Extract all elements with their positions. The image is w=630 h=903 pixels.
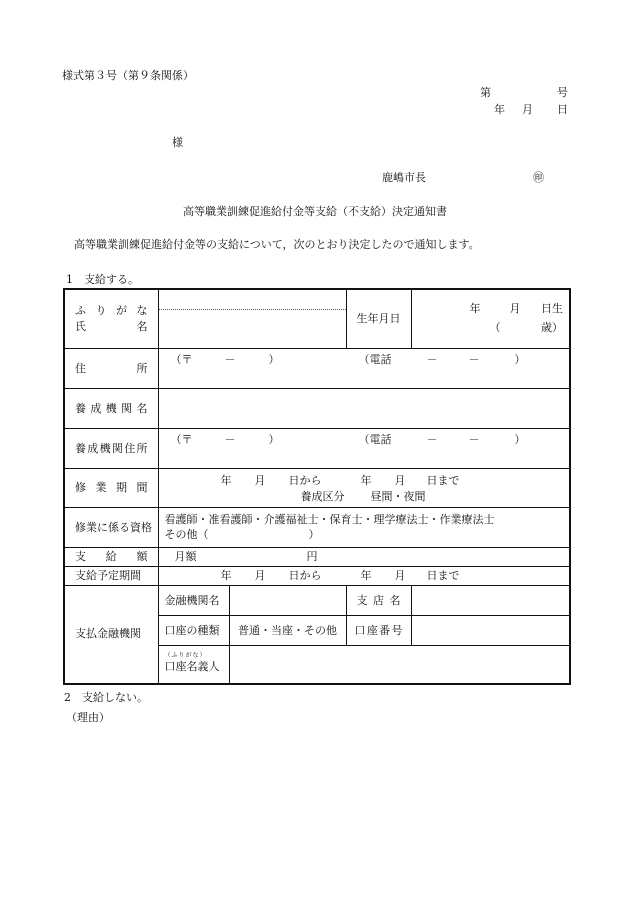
institution-name-field[interactable]: [158, 389, 570, 429]
reason-label: （理由）: [66, 711, 110, 724]
number-suffix: 号: [557, 86, 568, 99]
row-schedule: [64, 567, 570, 586]
age-open: （: [489, 321, 501, 334]
issue-month: 月: [522, 103, 533, 116]
bank-name-field[interactable]: [229, 586, 346, 616]
branch-field[interactable]: [411, 586, 570, 616]
account-number-label: 口 座 番 号: [346, 616, 411, 646]
addressee-suffix: 様: [172, 136, 183, 149]
institution-address-label-char: 養: [75, 441, 86, 455]
account-type-label: 口座の種類: [158, 616, 229, 646]
institution-address-label-char: 成: [87, 441, 99, 455]
qualification-other-close: ）: [308, 528, 320, 542]
qualification-label: 修業に係る資格: [64, 508, 158, 548]
row-address: [64, 349, 570, 389]
dob-field[interactable]: [411, 289, 570, 349]
institution-name-label-char: 名: [136, 401, 148, 415]
row-institution-address: [64, 429, 570, 469]
section-1-heading: 1 支給する。: [66, 273, 139, 286]
institution-address-label-char: 機: [99, 441, 111, 455]
institution-name-label-char: 養: [75, 401, 86, 415]
institution-name-label-char: 機: [105, 401, 117, 415]
account-number-field[interactable]: [411, 616, 570, 646]
institution-name-label: [64, 389, 158, 429]
address-label: 住 所: [64, 349, 158, 389]
qualification-other-open: その他（: [164, 528, 209, 542]
row-amount: [64, 548, 570, 567]
qualification-field[interactable]: [158, 508, 570, 548]
institution-address-label-char: 関: [111, 441, 123, 455]
account-type-field[interactable]: 普通・当座・その他: [229, 616, 346, 646]
bank-label: 支払金融機関: [64, 586, 158, 684]
name-input-cell[interactable]: [158, 289, 346, 349]
amount-field[interactable]: 月額 円: [158, 548, 570, 567]
schedule-label: 支給予定期間: [64, 567, 158, 586]
row-name: [64, 289, 570, 349]
number-prefix: 第: [480, 86, 491, 99]
study-period-label: 修 業 期 間: [64, 469, 158, 508]
form-number: 様式第３号（第９条関係）: [62, 69, 194, 82]
study-period-field[interactable]: 年 月 日から 年 月 日まで 養成区分 昼間・夜間: [158, 469, 570, 508]
institution-address-label-char: 所: [136, 441, 148, 455]
account-holder-label: （ふりがな） 口座名義人: [158, 646, 229, 684]
dob-label: 生年月日: [346, 289, 411, 349]
name-label-cell: [64, 289, 158, 349]
study-kubun-value[interactable]: 昼間・夜間: [370, 490, 426, 503]
qualification-options[interactable]: 看護師・准看護師・介護福祉士・保育士・理学療法士・作業療法士: [164, 512, 495, 526]
account-holder-furigana: （ふりがな）: [164, 652, 207, 660]
institution-address-field[interactable]: （〒 － ） （電話 － － ）: [158, 429, 570, 469]
dob-month: 月: [509, 302, 521, 315]
study-kubun-label: 養成区分: [300, 490, 345, 503]
row-qualification: [64, 508, 570, 548]
account-holder-field[interactable]: [229, 646, 570, 684]
decision-table: [63, 288, 571, 685]
row-study-period: [64, 469, 570, 508]
furigana-label: ふ り が な: [75, 304, 148, 318]
row-institution-name: [64, 389, 570, 429]
row-bank-name: [64, 586, 570, 616]
address-field[interactable]: （〒 － ） （電話 － － ）: [158, 349, 570, 389]
document-title: 高等職業訓練促進給付金等支給（不支給）決定通知書: [183, 205, 447, 218]
intro-text: 高等職業訓練促進給付金等の支給について，次のとおり決定したので通知します。: [74, 238, 480, 251]
name-field[interactable]: [159, 310, 346, 348]
branch-label: 支 店 名: [346, 586, 411, 616]
bank-name-label: 金融機関名: [158, 586, 229, 616]
institution-address-label: [64, 429, 158, 469]
amount-label: 支 給 額: [64, 548, 158, 567]
issue-year: 年: [494, 103, 505, 116]
institution-name-label-char: 成: [90, 401, 102, 415]
issue-day: 日: [557, 103, 568, 116]
institution-name-label-char: 関: [121, 401, 133, 415]
dob-day: 日生: [541, 302, 563, 315]
dob-year: 年: [469, 302, 481, 315]
age-close: 歳）: [541, 321, 563, 334]
furigana-field[interactable]: [159, 290, 346, 310]
name-label: 氏 名: [75, 320, 148, 333]
schedule-field[interactable]: 年 月 日から 年 月 日まで: [158, 567, 570, 586]
seal-mark: ㊞: [533, 171, 544, 184]
section-2-heading: 2 支給しない。: [64, 691, 148, 704]
issuer: 鹿嶋市長: [382, 171, 426, 184]
institution-address-label-char: 住: [124, 441, 136, 455]
